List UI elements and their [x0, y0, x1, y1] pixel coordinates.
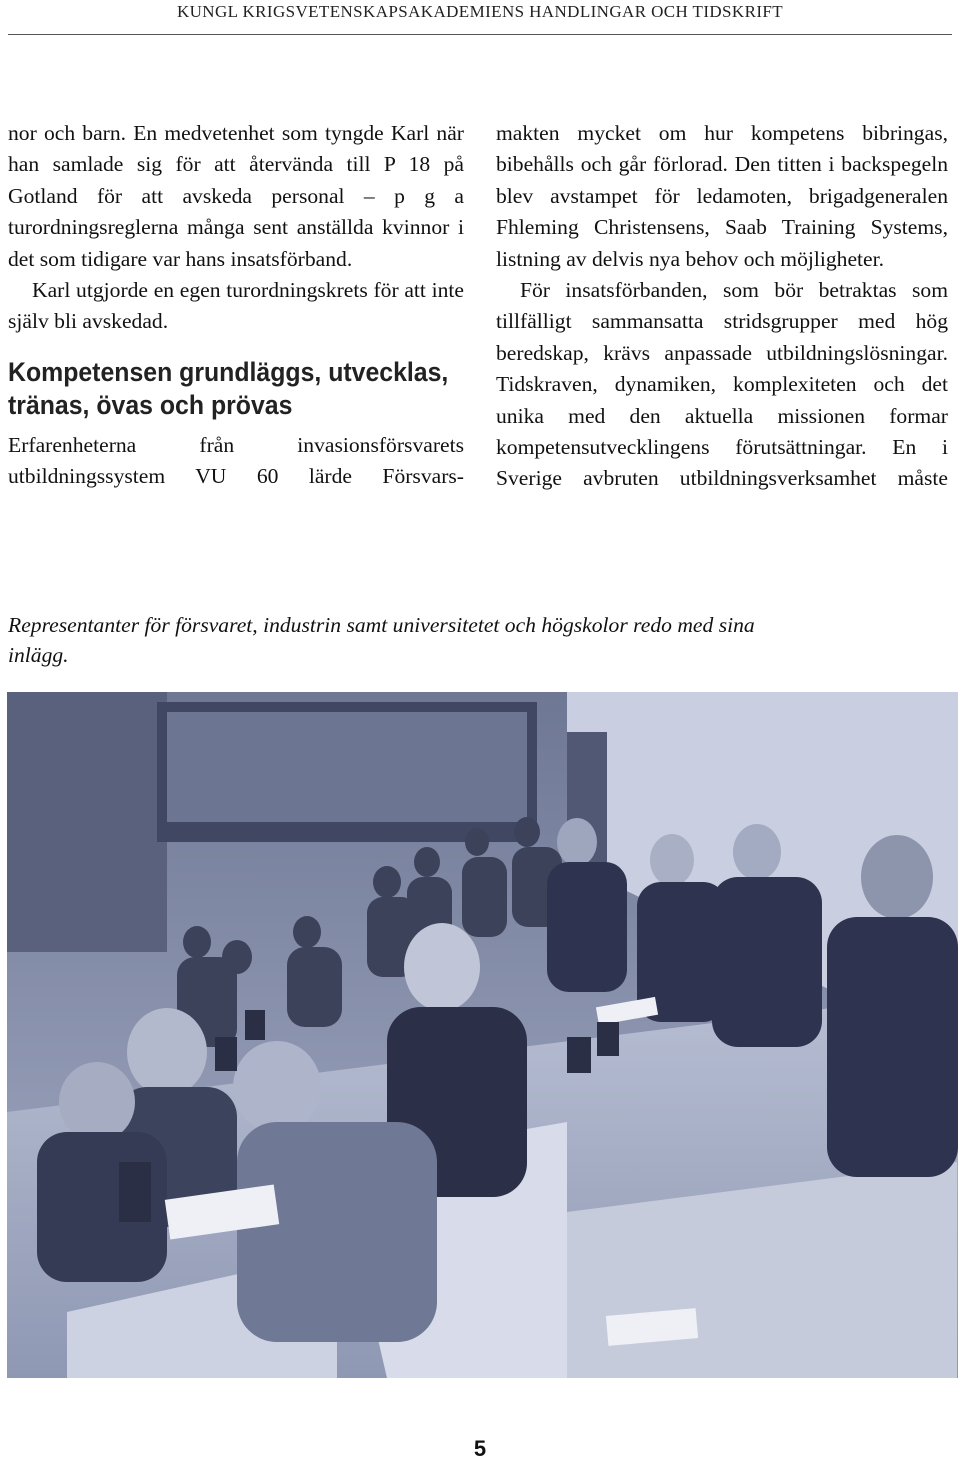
- left-paragraph-1: nor och barn. En medvetenhet som tyngde Karl när han samlade sig för att återvända till P 18 på Gotland för att avskeda personal – p g a turordningsreglerna många sent anställda kvinnor i det som tidigare var hans insatsförband.: [8, 121, 464, 271]
- section-subheading: Kompetensen grundläggs, utvecklas, tränas, övas och prövas: [8, 356, 449, 420]
- photo-caption: Representanter för försvaret, industrin samt universitetet och högskolor redo med sina inlägg.: [8, 613, 755, 667]
- left-paragraph-2: Karl utgjorde en egen turordningskrets för att inte själv bli avskedad.: [8, 278, 464, 334]
- header-rule: [8, 34, 952, 35]
- running-head: KUNGL KRIGSVETENSKAPSAKADEMIENS HANDLINGAR OCH TIDSKRIFT: [176, 2, 784, 21]
- right-paragraph-1: makten mycket om hur kompetens bibringas, bibehålls och går förlorad. Den titten i backspegeln blev avstampet för ledamoten, brigadgeneralen Fhleming Christensens, Saab Training Systems, listning av delvis nya behov och möjligheter.: [496, 121, 948, 271]
- left-column: [8, 118, 464, 493]
- conference-audience-image: [7, 692, 958, 1378]
- page-number: 5: [473, 1436, 487, 1461]
- left-paragraph-3: Erfarenheterna från invasionsförsvarets utbildningssystem VU 60 lärde Försvars-: [8, 432, 464, 489]
- conference-photo: [7, 692, 958, 1378]
- right-column: [496, 118, 948, 495]
- right-paragraph-2: För insatsförbanden, som bör betraktas som tillfälligt sammansatta stridsgrupper med hög beredskap, krävs anpassade utbildningslösningar. Tidskraven, dynamiken, komplexiteten och det unika med den aktuella missionen formar kompetensutvecklingens förutsättningar. En i Sverige avbruten utbildningsverksamhet måste: [496, 278, 948, 491]
